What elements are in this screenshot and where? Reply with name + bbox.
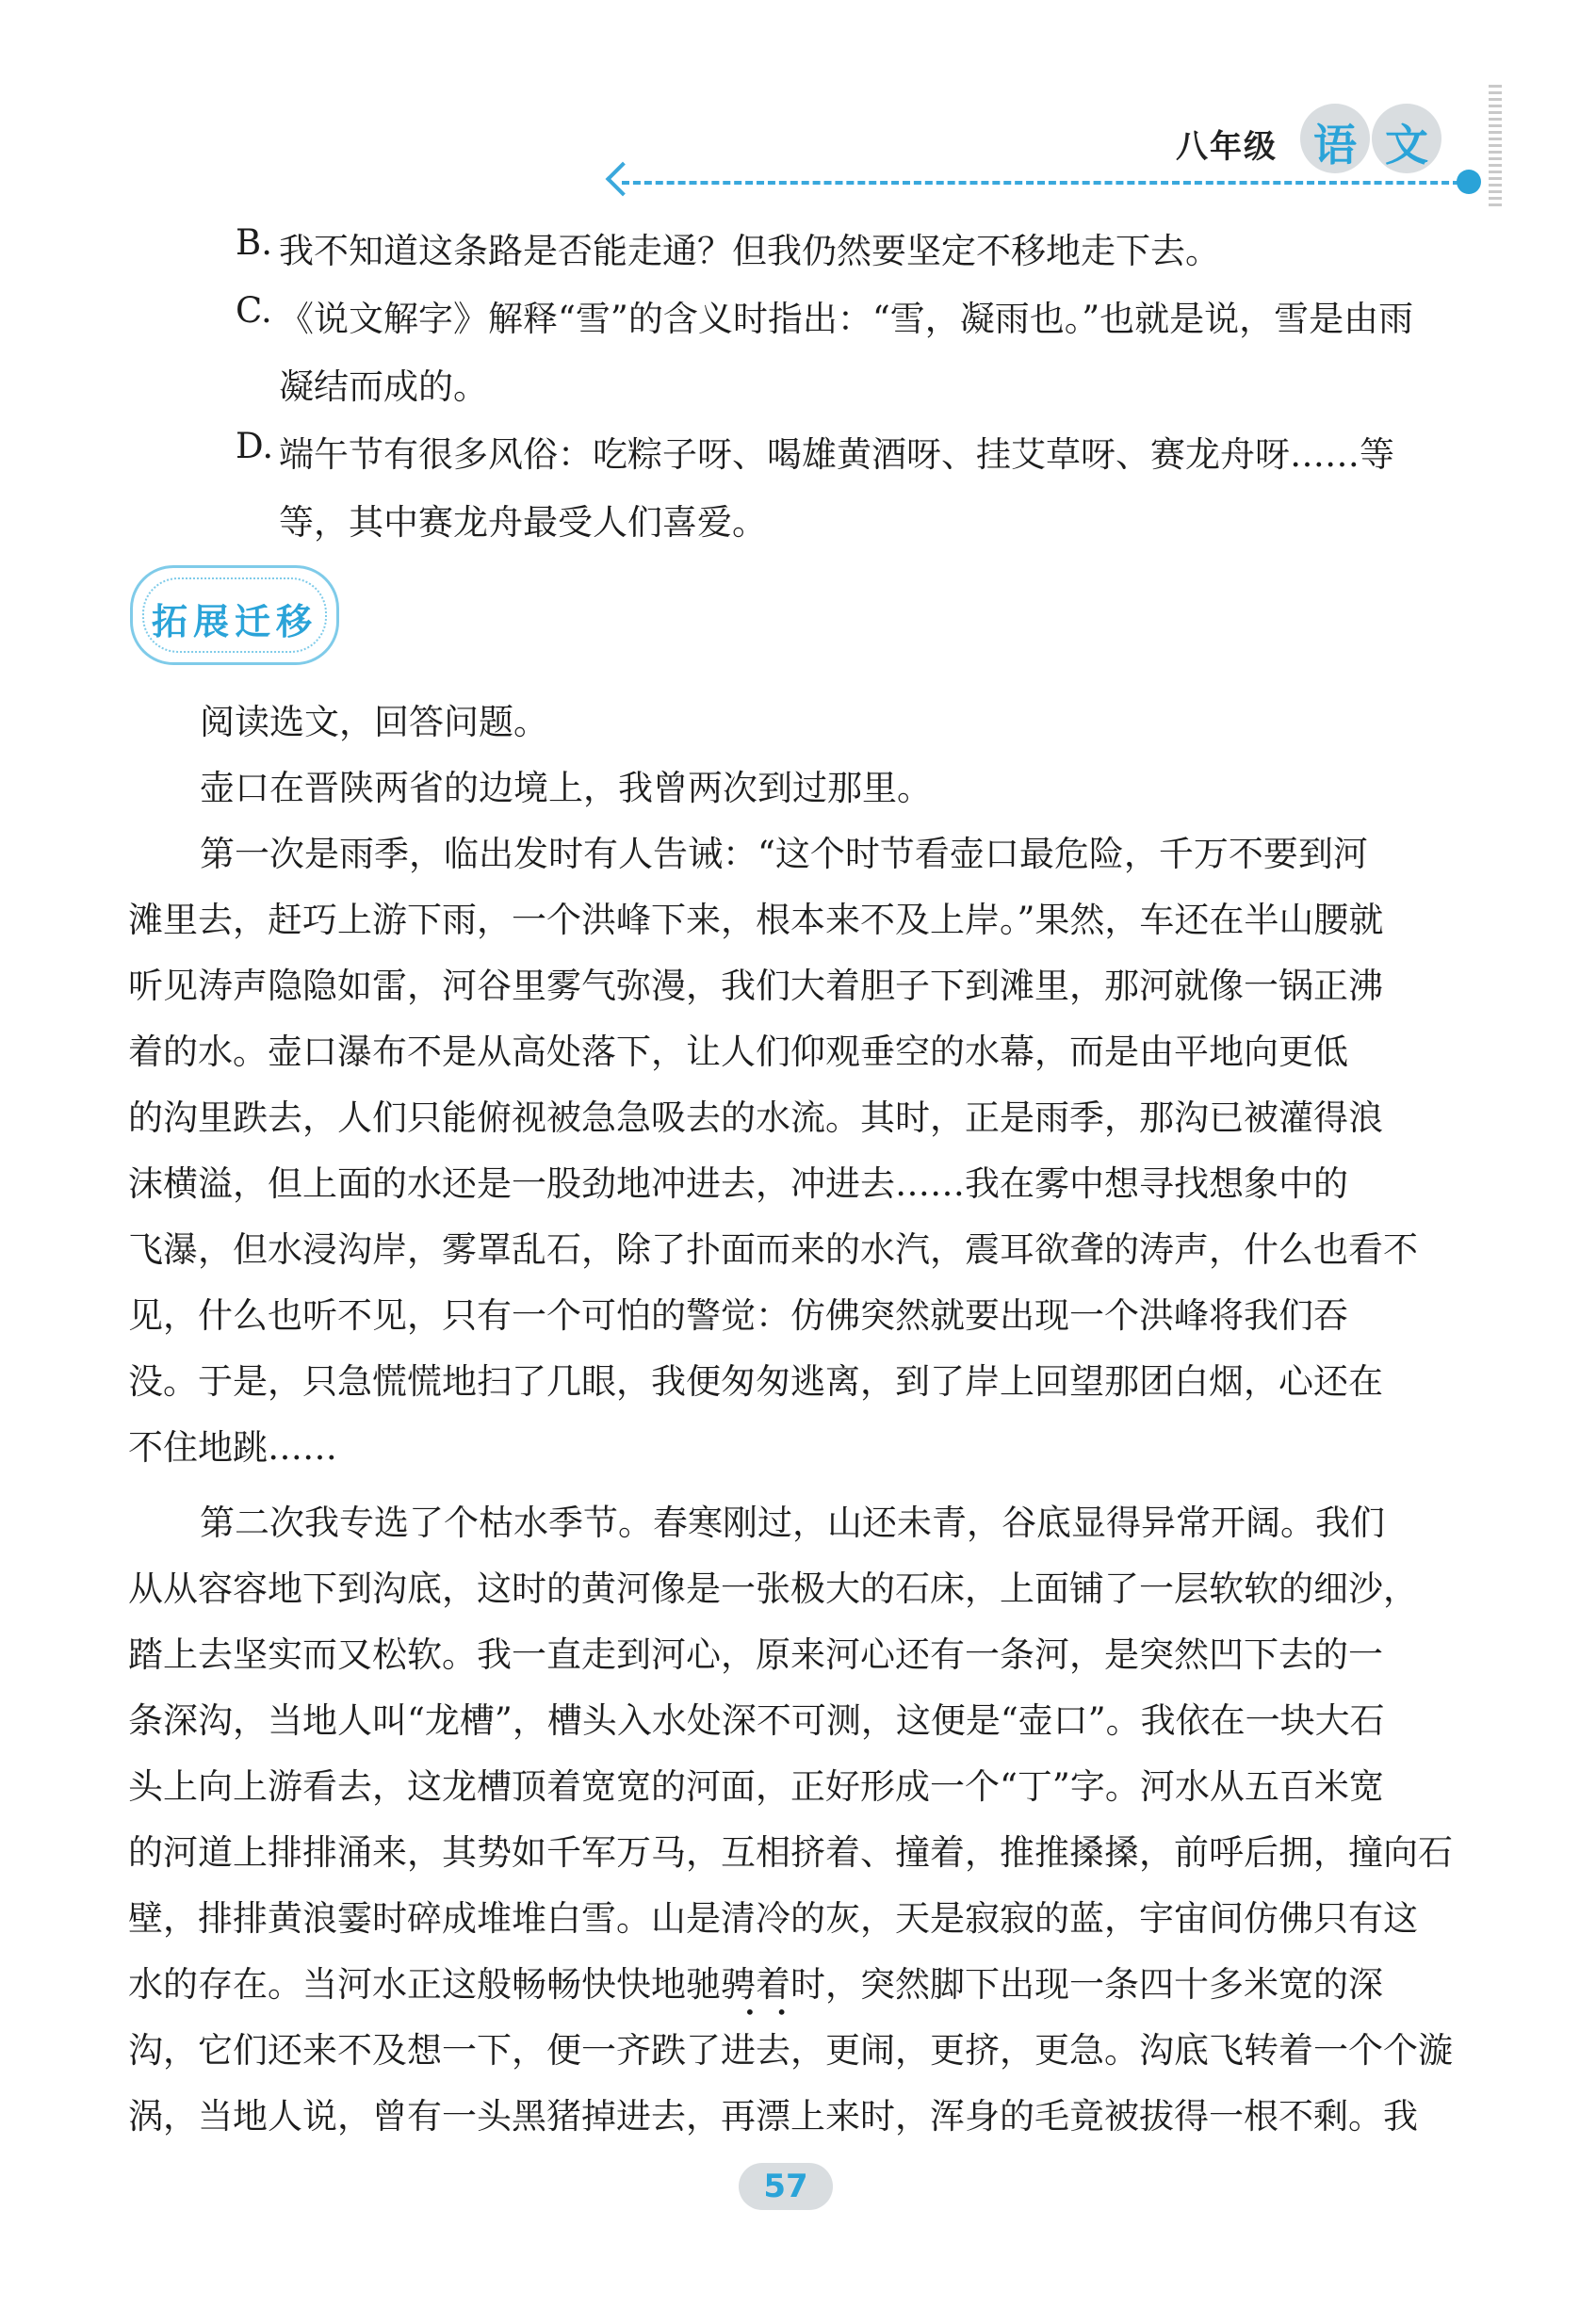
passage-line: 不住地跳……	[128, 1427, 337, 1468]
section-title: 拓展迁移	[151, 601, 318, 642]
option-c-line-1: 《说文解字》解释“雪”的含义时指出：“雪，凝雨也。”也就是说，雪是由雨	[279, 299, 1414, 339]
subject-char-1: 语	[1313, 120, 1357, 171]
option-d-label: D.	[236, 426, 274, 466]
option-d-line-2: 等，其中赛龙舟最受人们喜爱。	[279, 502, 767, 543]
arrow-left-icon	[606, 162, 641, 197]
passage-line: 壁，排排黄浪霎时碎成堆堆白雪。山是清冷的灰，天是寂寂的蓝，宇宙间仿佛只有这	[128, 1898, 1418, 1939]
passage-line: 第一次是雨季，临出发时有人告诫：“这个时节看壶口最危险，千万不要到河	[200, 834, 1368, 874]
passage-line: 沟，它们还来不及想一下，便一齐跌了进去，更闹，更挤，更急。沟底飞转着一个个漩	[128, 2030, 1453, 2071]
option-b-label: B.	[236, 222, 272, 263]
passage-line: 着的水。壶口瀑布不是从高处落下，让人们仰观垂空的水幕，而是由平地向更低	[128, 1032, 1348, 1072]
option-d-line-1: 端午节有很多风俗：吃粽子呀、喝雄黄酒呀、挂艾草呀、赛龙舟呀……等	[279, 434, 1394, 475]
passage-line: 见，什么也听不见，只有一个可怕的警觉：仿佛突然就要出现一个洪峰将我们吞	[128, 1295, 1348, 1336]
passage-line: 第二次我专选了个枯水季节。春寒刚过，山还未青，谷底显得异常开阔。我们	[200, 1503, 1385, 1543]
passage-line: 壶口在晋陕两省的边境上，我曾两次到过那里。	[200, 768, 932, 808]
passage-line: 的河道上排排涌来，其势如千军万马，互相挤着、撞着，推推搡搡，前呼后拥，撞向石	[128, 1832, 1453, 1873]
header-dashed-line	[622, 181, 1460, 185]
passage-line: 的沟里跌去，人们只能俯视被急急吸去的水流。其时，正是雨季，那沟已被灌得浪	[128, 1097, 1383, 1138]
passage-instruction: 阅读选文，回答问题。	[200, 702, 548, 742]
option-b-line-1: 我不知道这条路是否能走通？但我仍然要坚定不移地走下去。	[279, 231, 1220, 271]
passage-line: 从从容容地下到沟底，这时的黄河像是一张极大的石床，上面铺了一层软软的细沙，	[128, 1568, 1418, 1609]
page-edge-marks	[1489, 85, 1502, 207]
passage-line: 头上向上游看去，这龙槽顶着宽宽的河面，正好形成一个“丁”字。河水从五百米宽	[128, 1766, 1384, 1807]
passage-line: 条深沟，当地人叫“龙槽”，槽头入水处深不可测，这便是“壶口”。我依在一块大石	[128, 1700, 1385, 1741]
passage-line: 飞瀑，但水浸沟岸，雾罩乱石，除了扑面而来的水汽，震耳欲聋的涛声，什么也看不	[128, 1229, 1418, 1270]
passage-line: 滩里去，赶巧上游下雨，一个洪峰下来，根本来不及上岸。”果然，车还在半山腰就	[128, 900, 1384, 940]
emphasis-dots: ••	[744, 2001, 808, 2023]
passage-line: 没。于是，只急慌慌地扫了几眼，我便匆匆逃离，到了岸上回望那团白烟，心还在	[128, 1361, 1383, 1402]
passage-line: 沫横溢，但上面的水还是一股劲地冲进去，冲进去……我在雾中想寻找想象中的	[128, 1163, 1348, 1204]
grade-label: 八年级	[1176, 128, 1278, 166]
section-badge	[130, 565, 339, 665]
passage-line: 听见涛声隐隐如雷，河谷里雾气弥漫，我们大着胆子下到滩里，那河就像一锅正沸	[128, 966, 1383, 1006]
passage-line: 水的存在。当河水正这般畅畅快快地驰骋着时，突然脚下出现一条四十多米宽的深	[128, 1964, 1383, 2005]
option-c-label: C.	[236, 290, 272, 331]
subject-char-2: 文	[1385, 120, 1428, 171]
passage-line: 涡，当地人说，曾有一头黑猪掉进去，再漂上来时，浑身的毛竟被拔得一根不剩。我	[128, 2096, 1418, 2137]
page-number: 57	[763, 2168, 808, 2205]
dot-icon	[1457, 170, 1481, 194]
passage-line: 踏上去坚实而又松软。我一直走到河心，原来河心还有一条河，是突然凹下去的一	[128, 1634, 1383, 1675]
option-c-line-2: 凝结而成的。	[279, 366, 488, 407]
subject-title	[1300, 104, 1451, 177]
